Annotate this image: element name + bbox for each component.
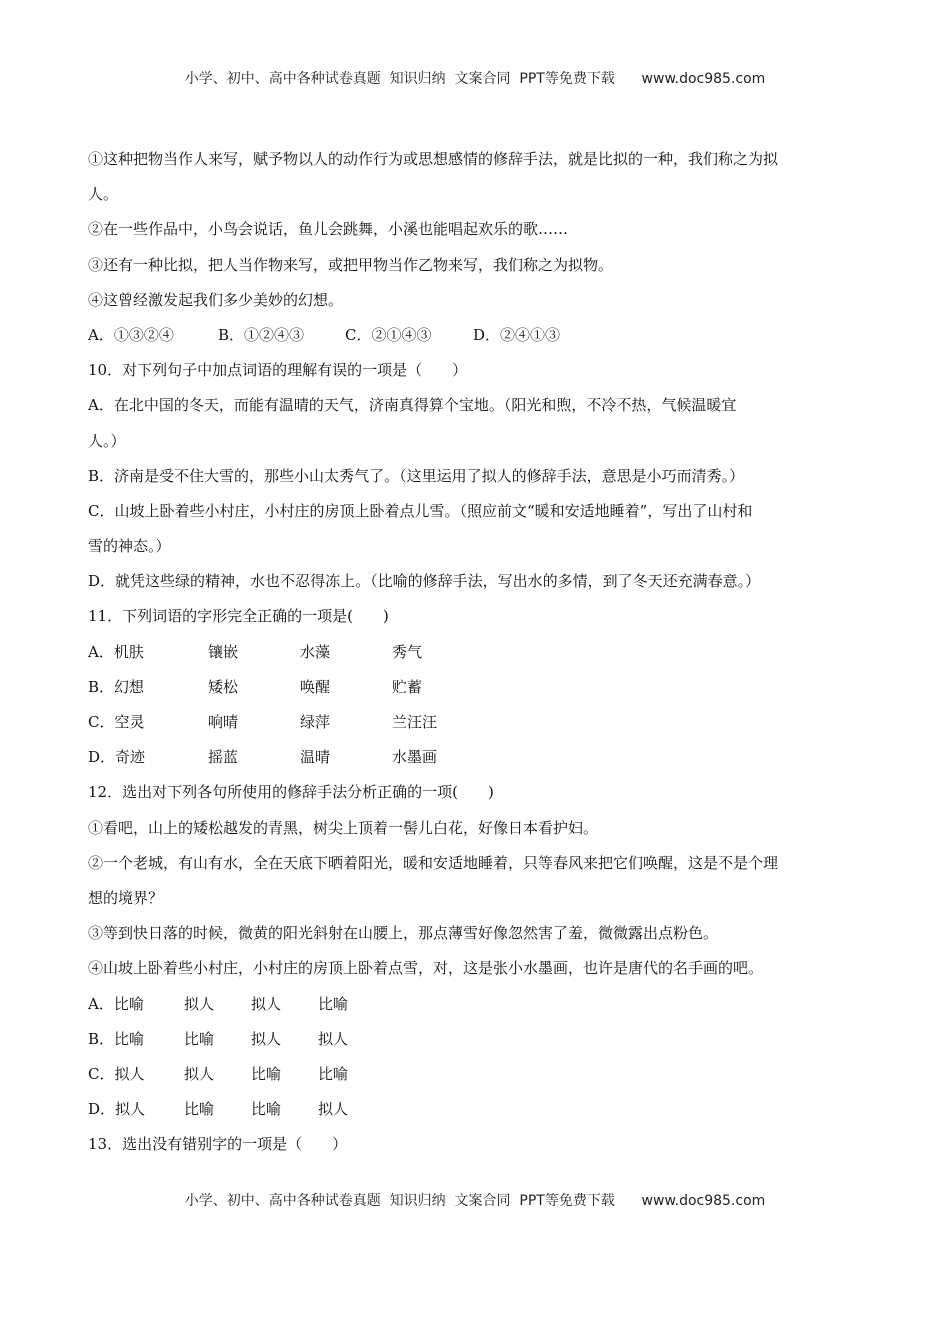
answer-cell: 拟人: [251, 1029, 282, 1048]
document-body: [88, 142, 860, 1162]
q12-option-d: [88, 1092, 860, 1127]
q11-option-a: [88, 635, 860, 670]
word-cell: 绿萍: [300, 713, 331, 731]
q10-option-a-cont: 人。）: [88, 431, 126, 450]
emphasis-dot-char: 忍: [295, 572, 311, 591]
q9-sentence-2: ②在一些作品中，小鸟会说话，鱼儿会跳舞，小溪也能唱起欢乐的歌……: [88, 220, 569, 239]
word-cell: 贮蓄: [392, 677, 423, 696]
q9-option-d: D．②④①③: [473, 325, 561, 344]
emphasis-dot-char: 不: [280, 572, 296, 591]
q9-options: [88, 318, 860, 353]
answer-cell: 拟人: [318, 1029, 349, 1048]
q10-d-text-pre: D．就凭这些绿的精神，水也: [88, 572, 281, 591]
q10-a-text-pre: A．在北中国的冬天，而能有: [88, 396, 279, 415]
q12-sentence-3: ③等到快日落的时候，微黄的阳光斜射在山腰上，那点薄雪好像忽然害了羞，微微露出点粉色。: [88, 924, 719, 943]
answer-cell: 拟人: [184, 1064, 215, 1083]
emphasis-dot-char: 得: [310, 572, 326, 591]
page-header: [0, 68, 950, 88]
answer-cell: 拟人: [251, 994, 282, 1013]
q12-sentence-2: ②一个老城，有山有水，全在天底下晒着阳光，暖和安适地睡着，只等春风来把它们唤醒，这是不是个理: [88, 853, 779, 872]
answer-cell: 比喻: [318, 1064, 349, 1083]
word-cell: B．幻想: [88, 677, 145, 696]
q10-a-text-mid: 晴: [293, 396, 309, 415]
q10-a-text-post: 的天气，济南真得算个宝地。（阳光和煦，不冷不热，气候温暖宜: [308, 396, 737, 415]
q13-stem: 13．选出没有错别字的一项是（ ）: [88, 1135, 348, 1154]
answer-cell: B．比喻: [88, 1029, 145, 1048]
q10-c-text-post: 着点儿雪。（照应前文“暖和安适地睡着”，写出了山村和: [384, 501, 753, 520]
q10-option-d: [88, 564, 860, 599]
q9-sentence-3: ③还有一种比拟，把人当作物来写，或把甲物当作乙物来写，我们称之为拟物。: [88, 255, 614, 274]
emphasis-dot-char: 温: [278, 396, 294, 415]
word-cell: 温晴: [300, 748, 331, 767]
answer-cell: 比喻: [251, 1064, 282, 1083]
q11-option-b: [88, 670, 860, 705]
answer-cell: 比喻: [318, 994, 349, 1013]
word-cell: 水墨画: [392, 748, 438, 767]
page-footer: [0, 1190, 950, 1210]
q12-option-a: [88, 987, 860, 1022]
word-cell: 镶嵌: [208, 642, 239, 661]
q10-stem: 10．对下列句子中加点词语的理解有误的一项是（ ）: [88, 361, 468, 380]
q10-option-c-cont: 雪的神态。）: [88, 537, 171, 556]
word-cell: 矮松: [208, 677, 239, 696]
q12-sentence-1: ①看吧，山上的矮松越发的青黑，树尖上顶着一髻儿白花，好像日本看护妇。: [88, 818, 599, 837]
emphasis-dot-char: 秀: [339, 466, 355, 485]
q10-c-text-pre: C．山坡上卧着些小村庄，小村庄的房顶上: [88, 501, 370, 520]
q9-option-c: C．②①④③: [345, 325, 432, 344]
q10-b-text-post: 了。（这里运用了拟人的修辞手法，意思是小巧而清秀。）: [369, 466, 745, 485]
q10-d-text-post: 冻上。（比喻的修辞手法，写出水的多情，到了冬天还充满春意。）: [325, 572, 761, 591]
header-url: www.doc985.com: [641, 71, 766, 87]
q12-option-c: [88, 1057, 860, 1092]
q10-b-text-pre: B．济南是受不住大雪的，那些小山: [88, 466, 325, 485]
word-cell: D．奇迹: [88, 748, 146, 767]
word-cell: A．机肤: [88, 642, 144, 661]
q11-stem: 11．下列词语的字形完全正确的一项是( ): [88, 607, 389, 626]
answer-cell: 拟人: [318, 1100, 349, 1119]
q10-option-b: [88, 459, 860, 494]
q9-sentence-1: ①这种把物当作人来写，赋予物以人的动作行为或思想感情的修辞手法，就是比拟的一种，我们称之为拟: [88, 150, 779, 168]
emphasis-dot-char: 太: [324, 466, 340, 485]
header-text: 小学、初中、高中各种试卷真题 知识归纳 文案合同 PPT等免费下载: [184, 71, 615, 87]
word-cell: 兰汪汪: [392, 713, 438, 731]
answer-cell: D．拟人: [88, 1100, 146, 1119]
q12-stem: 12．选出对下列各句所使用的修辞手法分析正确的一项( ): [88, 783, 494, 802]
word-cell: 水藻: [300, 642, 331, 661]
q9-sentence-1-cont: 人。: [88, 185, 119, 204]
q9-option-a: A．①③②④: [88, 325, 174, 344]
word-cell: 摇蓝: [208, 748, 239, 767]
q9-option-b: B．①②④③: [218, 325, 305, 344]
q12-sentence-2-cont: 想的境界？: [88, 888, 164, 907]
answer-cell: 比喻: [184, 1029, 215, 1048]
answer-cell: C．拟人: [88, 1064, 145, 1083]
q10-option-a: [88, 388, 860, 423]
answer-cell: 比喻: [184, 1100, 215, 1119]
footer-url: www.doc985.com: [641, 1193, 766, 1209]
emphasis-dot-char: 卧: [369, 501, 385, 520]
answer-cell: 拟人: [184, 994, 215, 1013]
answer-cell: 比喻: [251, 1100, 282, 1119]
word-cell: 秀气: [392, 642, 423, 661]
q12-sentence-4: ④山坡上卧着些小村庄，小村庄的房顶上卧着点雪，对，这是张小水墨画，也许是唐代的名手画的吧。: [88, 959, 764, 978]
word-cell: 响晴: [208, 713, 239, 731]
emphasis-dot-char: 气: [354, 466, 370, 485]
q10-option-c: [88, 494, 860, 529]
q12-option-b: [88, 1022, 860, 1057]
footer-text: 小学、初中、高中各种试卷真题 知识归纳 文案合同 PPT等免费下载: [184, 1193, 615, 1209]
q11-option-c: [88, 705, 860, 740]
q11-option-d: [88, 740, 860, 775]
q9-sentence-4: ④这曾经激发起我们多少美妙的幻想。: [88, 290, 344, 309]
word-cell: C．空灵: [88, 713, 145, 731]
answer-cell: A．比喻: [88, 994, 144, 1013]
word-cell: 唤醒: [300, 677, 331, 696]
